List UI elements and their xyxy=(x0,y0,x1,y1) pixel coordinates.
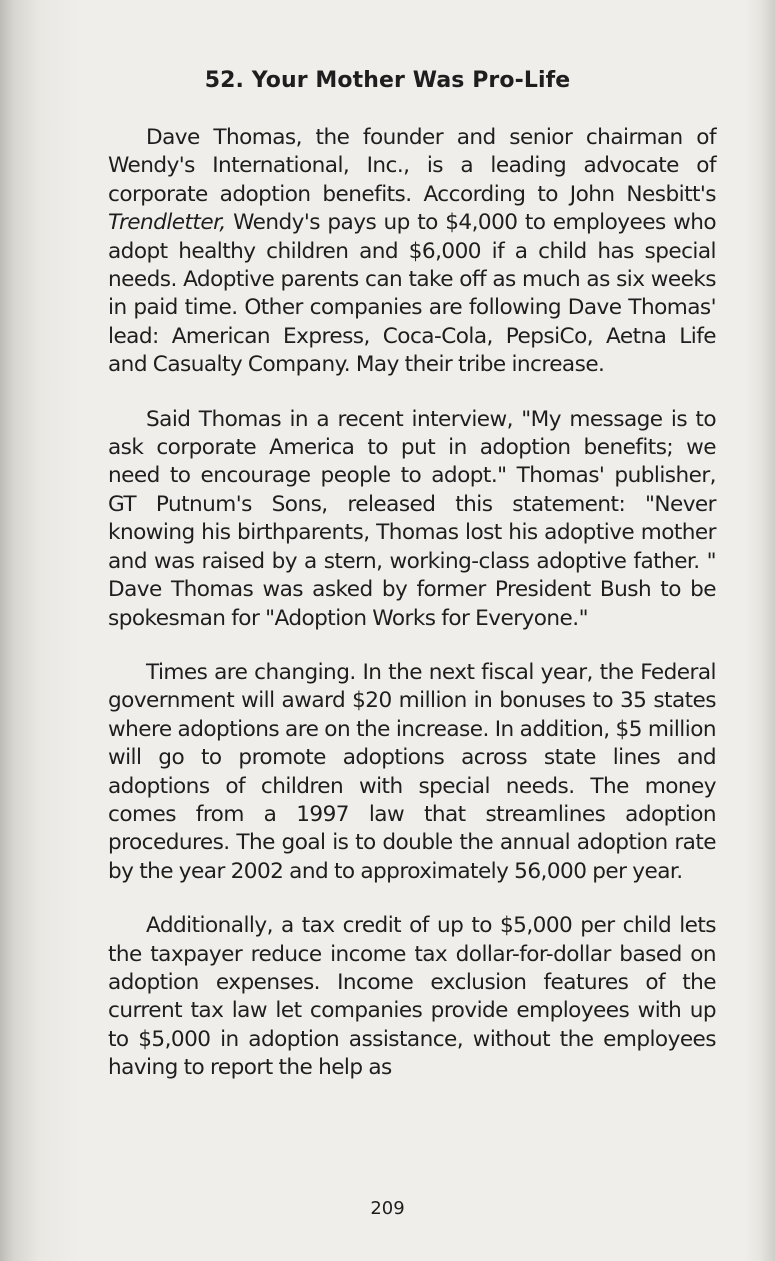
paragraph-4: Additionally, a tax credit of up to $5,000 per child lets the taxpayer reduce income tax dollar-for-dollar based on adoption expenses. Income exclusion features of the current tax law let companies provide employees with up to $5,000 in adoption assistance, without the employees having to report the help as xyxy=(108,913,716,1081)
page-number: 209 xyxy=(370,1198,405,1219)
paragraph-1 xyxy=(108,124,716,380)
paragraph-1-text-end: Wendy's pays up to $4,000 to employees who adopt healthy children and $6,000 if a child has special needs. Adoptive parents can take off as much as six weeks in paid time. Other companies are following Dave Thomas' lead: American Express, Coca-Cola, PepsiCo, Aetna Life and Casualty Company. May their tribe increase. xyxy=(108,210,716,378)
article-body xyxy=(108,124,716,1109)
chapter-title: 52. Your Mother Was Pro-Life xyxy=(204,68,571,93)
paragraph-1-text-start: Dave Thomas, the founder and senior chairman of Wendy's International, Inc., is a leading advocate of corporate adoption benefits. According to John Nesbitt's xyxy=(108,125,716,207)
trendletter-title: Trendletter, xyxy=(108,210,226,236)
paragraph-3: Times are changing. In the next fiscal year, the Federal government will award $20 million in bonuses to 35 states where adoptions are on the increase. In addition, $5 million will go to promote adoptions across state lines and adoptions of children with special needs. The money comes from a 1997 law that streamlines adoption procedures. The goal is to double the annual adoption rate by the year 2002 and to approximately 56,000 per year. xyxy=(108,659,716,884)
paragraph-2: Said Thomas in a recent interview, "My message is to ask corporate America to put in adoption benefits; we need to encourage people to adopt." Thomas' publisher, GT Putnum's Sons, released this statement: "Never knowing his birthparents, Thomas lost his adoptive mother and was raised by a stern, working-class adoptive father. " Dave Thomas was asked by former President Bush to be spokesman for "Adoption Works for Everyone." xyxy=(108,406,716,631)
